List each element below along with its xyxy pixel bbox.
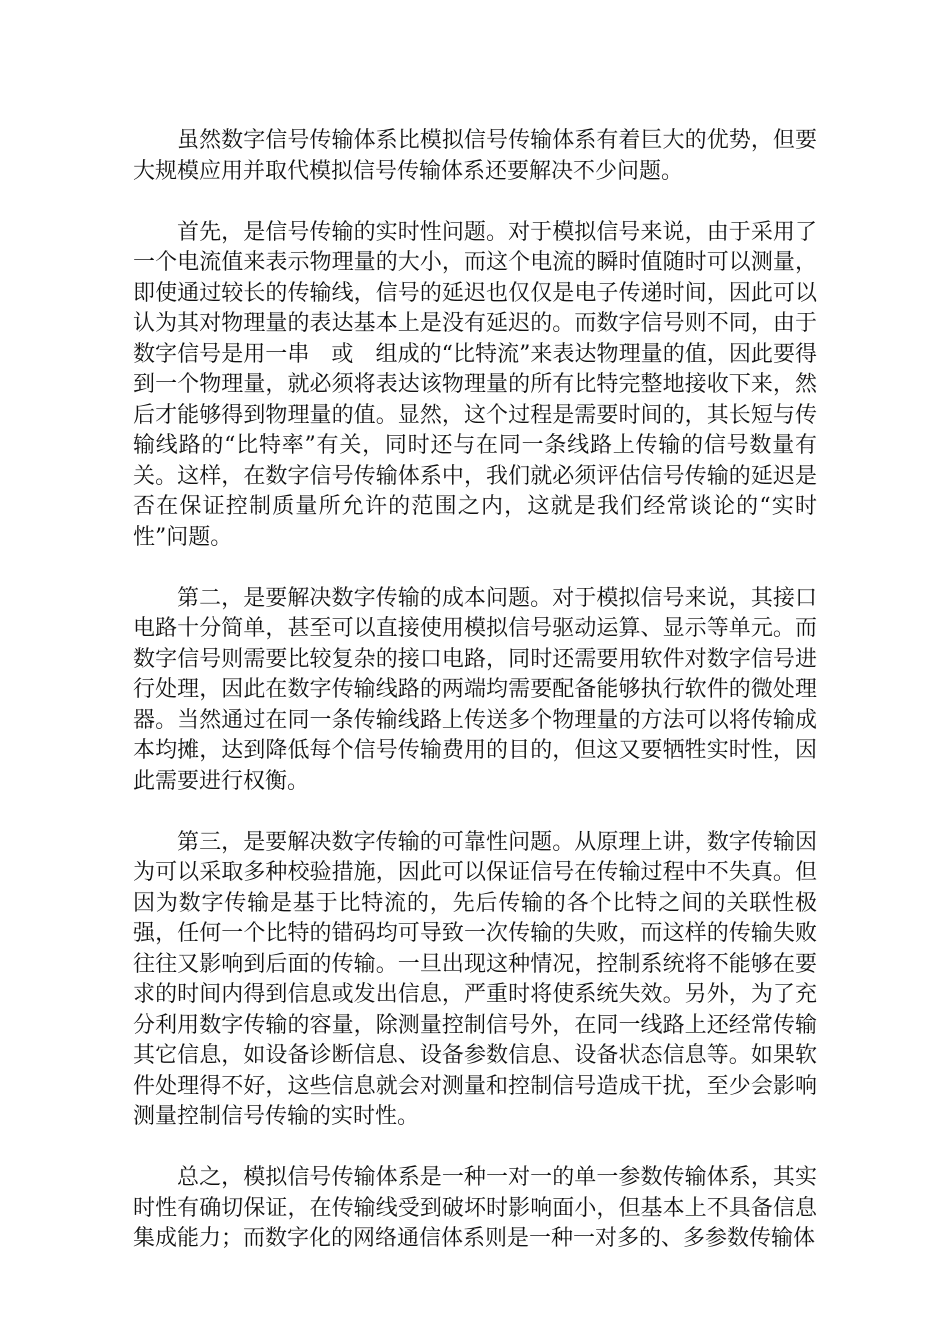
paragraph-4: 第三，是要解决数字传输的可靠性问题。从原理上讲，数字传输因为可以采取多种校验措施，因此可以保证信号在传输过程中不失真。但因为数字传输是基于比特流的，先后传输的各个比特之间的关联性极强，任何一个比特的错码均可导致一次传输的失败，而这样的传输失败往往又影响到后面的传输。一旦出现这种情况，控制系统将不能够在要求的时间内得到信息或发出信息，严重时将使系统失效。另外，为了充分利用数字传输的容量，除测量控制信号外，在同一线路上还经常传输其它信息，如设备诊断信息、设备参数信息、设备状态信息等。如果软件处理得不好，这些信息就会对测量和控制信号造成干扰，至少会影响测量控制信号传输的实时性。 xyxy=(133,829,817,1129)
document-body xyxy=(133,126,817,1285)
paragraph-5: 总之，模拟信号传输体系是一种一对一的单一参数传输体系，其实时性有确切保证，在传输线受到破坏时影响面小，但基本上不具备信息集成能力；而数字化的网络通信体系则是一种一对多的、多参数传输体 xyxy=(133,1165,817,1251)
paragraph-2: 首先，是信号传输的实时性问题。对于模拟信号来说，由于采用了一个电流值来表示物理量的大小，而这个电流的瞬时值随时可以测量，即使通过较长的传输线，信号的延迟也仅仅是电子传递时间，因此可以认为其对物理量的表达基本上是没有延迟的。而数字信号则不同，由于数字信号是用一串 或 组成的“比特流”来表达物理量的值，因此要得到一个物理量，就必须将表达该物理量的所有比特完整地接收下来，然后才能够得到物理量的值。显然，这个过程是需要时间的，其长短与传输线路的“比特率”有关，同时还与在同一条线路上传输的信号数量有关。这样，在数字信号传输体系中，我们就必须评估信号传输的延迟是否在保证控制质量所允许的范围之内，这就是我们经常谈论的“实时性”问题。 xyxy=(133,219,817,550)
paragraph-3: 第二，是要解决数字传输的成本问题。对于模拟信号来说，其接口电路十分简单，甚至可以直接使用模拟信号驱动运算、显示等单元。而数字信号则需要比较复杂的接口电路，同时还需要用软件对数字信号进行处理，因此在数字传输线路的两端均需要配备能够执行软件的微处理器。当然通过在同一条传输线路上传送多个物理量的方法可以将传输成本均摊，达到降低每个信号传输费用的目的，但这又要牺牲实时性，因此需要进行权衡。 xyxy=(133,585,817,794)
paragraph-1: 虽然数字信号传输体系比模拟信号传输体系有着巨大的优势，但要大规模应用并取代模拟信号传输体系还要解决不少问题。 xyxy=(133,128,817,184)
